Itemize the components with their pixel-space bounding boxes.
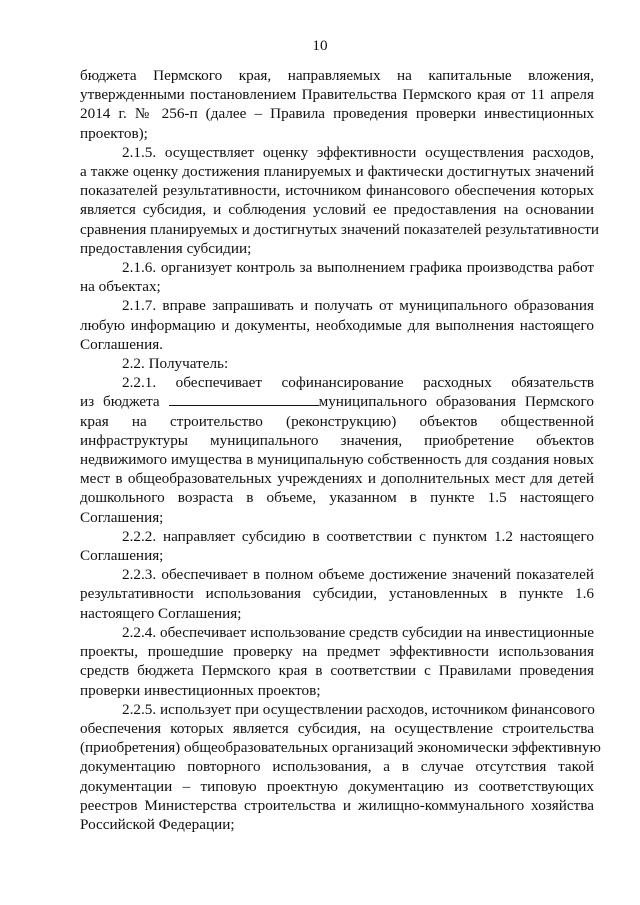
text-line: на объектах; <box>80 278 161 296</box>
text-line: 2.1.6. организует контроль за выполнением графика производства работ <box>122 259 594 277</box>
paragraph-2-1-5 <box>80 143 600 258</box>
text-line: 2.1.5. осуществляет оценку эффективности осуществления расходов, <box>122 143 594 161</box>
text-line: инфраструктуры муниципального значения, приобретение объектов <box>80 431 594 449</box>
text-line: проектов); <box>80 124 148 142</box>
paragraph-2-2-2 <box>80 527 594 565</box>
text-line: документацию повторного использования, а в случае отсутствия такой <box>80 758 594 776</box>
text-line: утвержденными постановлением Правительства Пермского края от 11 апреля <box>80 86 594 104</box>
text-line: 2014 г. № 256-п (далее – Правила проведения проверки инвестиционных <box>80 105 594 123</box>
text-line: результативности использования субсидии, установленных в пункте 1.6 <box>80 585 594 603</box>
text-line: проверки инвестиционных проектов; <box>80 681 321 699</box>
text-line: а также оценку достижения планируемых и фактически достигнутых значений <box>80 163 594 181</box>
paragraph-2-1-6 <box>80 258 594 296</box>
text-line-with-blank <box>80 392 594 411</box>
paragraph-budget-continuation <box>80 66 594 143</box>
text-line: любую информацию и документы, необходимые для выполнения настоящего <box>80 316 594 334</box>
text-line: Соглашения; <box>80 547 164 565</box>
paragraph-2-1-7 <box>80 296 594 354</box>
blank-fill-field <box>169 392 319 406</box>
text-line: средств бюджета Пермского края в соответствии с Правилами проведения <box>80 662 594 680</box>
text-line: является субсидия, и соблюдения условий ее предоставления на основании <box>80 201 594 219</box>
text-line: Российской Федерации; <box>80 815 235 833</box>
text-line: 2.2.2. направляет субсидию в соответствии с пунктом 1.2 настоящего <box>122 527 594 545</box>
text-line: бюджета Пермского края, направляемых на капитальные вложения, <box>80 67 594 84</box>
text-fragment: муниципального образования Пермского <box>318 393 594 411</box>
paragraph-2-2-heading <box>80 354 594 373</box>
text-line: сравнения планируемых и достигнутых значений показателей результативности <box>80 220 600 238</box>
text-line: настоящего Соглашения; <box>80 604 242 622</box>
text-line: обеспечения которых является субсидия, на осуществление строительства <box>80 719 594 737</box>
paragraph-2-2-5 <box>80 700 601 834</box>
text-line: 2.2.4. обеспечивает использование средств субсидии на инвестиционные <box>122 623 594 641</box>
page-number: 10 <box>312 37 328 54</box>
text-line: реестров Министерства строительства и жилищно-коммунального хозяйства <box>80 796 594 814</box>
text-line: Соглашения; <box>80 508 164 526</box>
text-line: документации – типовую проектную документацию из соответствующих <box>80 777 594 795</box>
text-line: проекты, прошедшие проверку на предмет эффективности использования <box>80 643 594 661</box>
text-line: (приобретения) общеобразовательных организаций экономически эффективную <box>80 739 601 757</box>
text-line: 2.2.5. использует при осуществлении расходов, источником финансового <box>122 700 595 718</box>
text-line: 2.2.3. обеспечивает в полном объеме достижение значений показателей <box>122 566 594 584</box>
paragraph-2-2-1 <box>80 373 594 527</box>
text-line: 2.2.1. обеспечивает софинансирование расходных обязательств <box>122 374 594 392</box>
text-line: мест в общеобразовательных учреждениях и дополнительных мест для детей <box>80 470 594 488</box>
document-body <box>80 66 601 834</box>
text-line: предоставления субсидии; <box>80 239 252 257</box>
text-line: недвижимого имущества в муниципальную собственность для создания новых <box>80 451 594 469</box>
text-fragment: из бюджета <box>80 393 169 411</box>
text-line: показателей результативности, источником финансового обеспечения которых <box>80 182 594 200</box>
paragraph-2-2-4 <box>80 623 594 700</box>
text-line: 2.2. Получатель: <box>122 355 229 373</box>
text-line: Соглашения. <box>80 335 163 353</box>
text-line: края на строительство (реконструкцию) объектов общественной <box>80 412 594 430</box>
text-line: 2.1.7. вправе запрашивать и получать от муниципального образования <box>122 297 594 315</box>
text-line: дошкольного возраста в объеме, указанном в пункте 1.5 настоящего <box>80 489 594 507</box>
paragraph-2-2-3 <box>80 565 594 623</box>
